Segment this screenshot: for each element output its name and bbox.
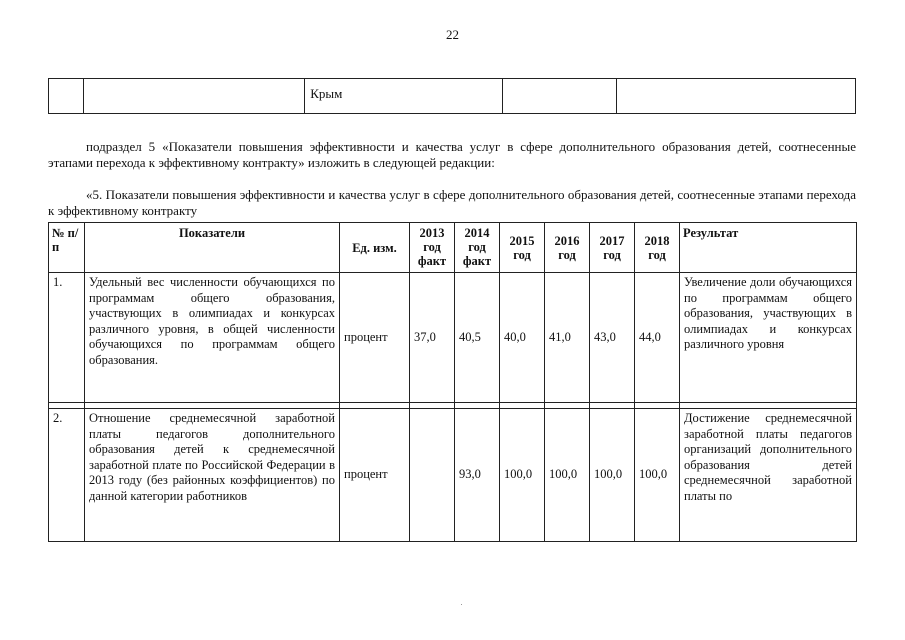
row-2017: 43,0 (590, 273, 635, 403)
table-cell (49, 79, 84, 114)
continuation-table (48, 78, 856, 114)
table-row (49, 273, 857, 403)
row-2014: 93,0 (455, 409, 500, 542)
header-result: Результат (680, 223, 857, 273)
row-result: Увеличение доли обучающихся по программам общего образования, участвующих в олимпиадах и конкурсах различного уровня (680, 273, 857, 403)
row-2015: 100,0 (500, 409, 545, 542)
row-num: 2. (49, 409, 85, 542)
header-unit: Ед. изм. (340, 223, 410, 273)
header-row (49, 223, 857, 273)
row-2013 (410, 409, 455, 542)
indicators-table (48, 222, 857, 542)
row-2017: 100,0 (590, 409, 635, 542)
table-cell (84, 79, 305, 114)
row-2018: 100,0 (635, 409, 680, 542)
header-2017: 2017 год (590, 223, 635, 273)
row-2015: 40,0 (500, 273, 545, 403)
row-2016: 41,0 (545, 273, 590, 403)
scan-speck (461, 604, 462, 605)
table-row (49, 409, 857, 542)
table-row (49, 79, 856, 114)
header-indicators: Показатели (85, 223, 340, 273)
row-result: Достижение среднемесячной заработной платы педагогов организаций дополнительного образования детей среднемесячной заработной платы по (680, 409, 857, 542)
table-cell (502, 79, 616, 114)
row-indicator: Отношение среднемесячной заработной платы педагогов дополнительного образования детей к среднемесячной заработной плате по Российской Федерации в 2013 году (без районных коэффициентов) по данной категории работников (85, 409, 340, 542)
header-num: № п/п (49, 223, 85, 273)
header-2013: 2013 год факт (410, 223, 455, 273)
region-cell: Крым (305, 79, 503, 114)
header-2014: 2014 год факт (455, 223, 500, 273)
row-2018: 44,0 (635, 273, 680, 403)
instruction-paragraph: подраздел 5 «Показатели повышения эффективности и качества услуг в сфере дополнительного образования детей, соотнесенные этапами перехода к эффективному контракту» изложить в следующей редакции: (48, 139, 856, 170)
page-number: 22 (446, 27, 459, 42)
row-2013: 37,0 (410, 273, 455, 403)
row-num: 1. (49, 273, 85, 403)
header-2016: 2016 год (545, 223, 590, 273)
header-2018: 2018 год (635, 223, 680, 273)
section-heading: «5. Показатели повышения эффективности и качества услуг в сфере дополнительного образования детей, соотнесенные этапами перехода к эффективному контракту (48, 187, 856, 218)
header-2015: 2015 год (500, 223, 545, 273)
row-indicator: Удельный вес численности обучающихся по программам общего образования, участвующих в олимпиадах и конкурсах различного уровня, в общей численности обучающихся по программам общего образования. (85, 273, 340, 403)
row-2016: 100,0 (545, 409, 590, 542)
table-cell (616, 79, 855, 114)
row-2014: 40,5 (455, 273, 500, 403)
row-unit: процент (340, 273, 410, 403)
row-unit: процент (340, 409, 410, 542)
